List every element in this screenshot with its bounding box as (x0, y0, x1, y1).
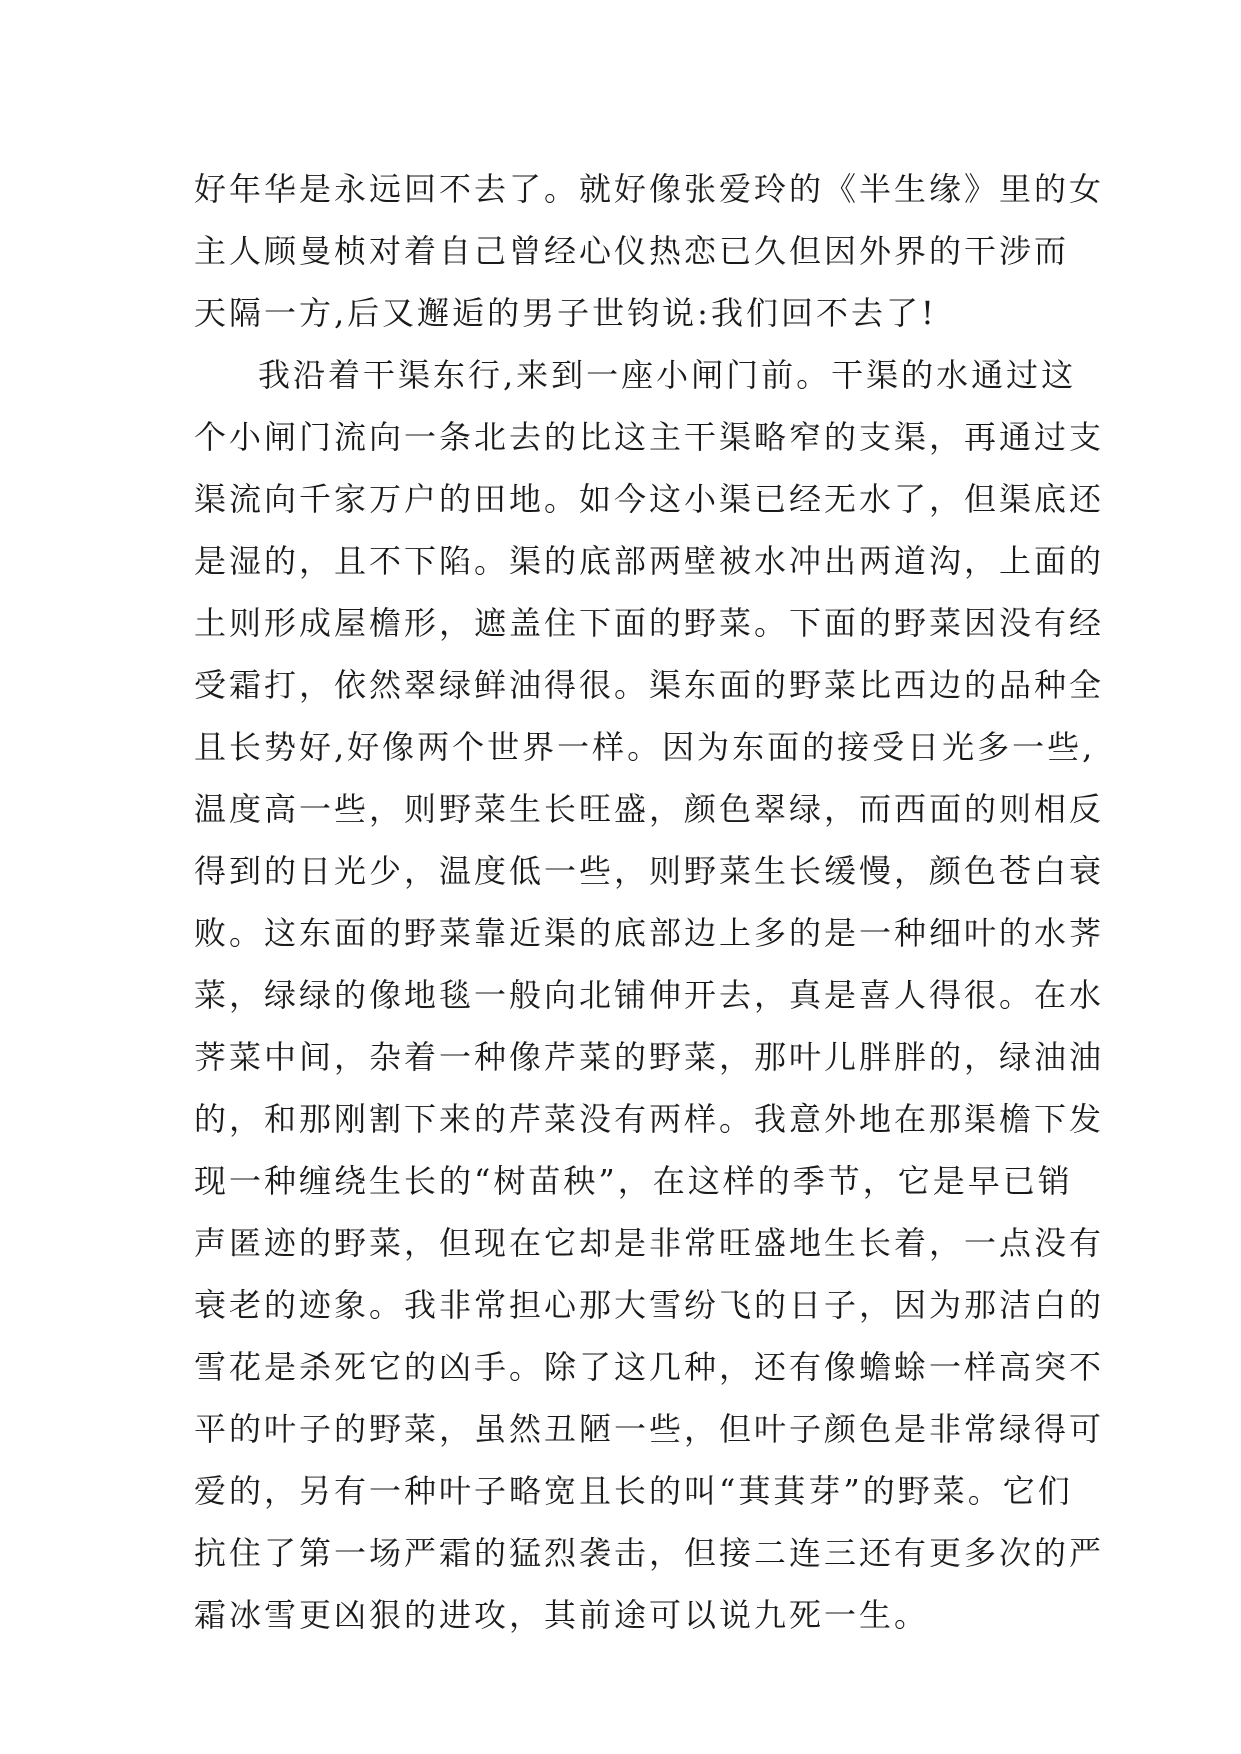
text-line: 且长势好,好像两个世界一样。因为东面的接受日光多一些, (194, 728, 1096, 766)
text-line: 声匿迹的野菜，但现在它却是非常旺盛地生长着，一点没有 (194, 1224, 1105, 1262)
text-line: 霜冰雪更凶狠的进攻，其前途可以说九死一生。 (194, 1596, 930, 1634)
text-line: 主人顾曼桢对着自己曾经心仪热恋已久但因外界的干涉而 (194, 232, 1070, 270)
text-line: 是湿的，且不下陷。渠的底部两壁被水冲出两道沟，上面的 (194, 542, 1105, 580)
body-text (194, 158, 1105, 1646)
text-line: 爱的，另有一种叶子略宽且长的叫“萁萁芽”的野菜。它们 (194, 1472, 1073, 1510)
text-line: 得到的日光少，温度低一些，则野菜生长缓慢，颜色苍白衰 (194, 852, 1105, 890)
text-line: 平的叶子的野菜，虽然丑陋一些，但叶子颜色是非常绿得可 (194, 1410, 1105, 1448)
text-line: 衰老的迹象。我非常担心那大雪纷飞的日子，因为那洁白的 (194, 1286, 1105, 1324)
text-line: 土则形成屋檐形，遮盖住下面的野菜。下面的野菜因没有经 (194, 604, 1105, 642)
text-line: 好年华是永远回不去了。就好像张爱玲的《半生缘》里的女 (194, 170, 1105, 208)
text-line: 受霜打，依然翠绿鲜油得很。渠东面的野菜比西边的品种全 (194, 666, 1105, 704)
text-line: 个小闸门流向一条北去的比这主干渠略窄的支渠，再通过支 (194, 418, 1105, 456)
paragraph-start-line: 我沿着干渠东行,来到一座小闸门前。干渠的水通过这 (258, 356, 1077, 394)
text-line: 天隔一方,后又邂逅的男子世钧说:我们回不去了! (194, 294, 937, 332)
text-line: 渠流向千家万户的田地。如今这小渠已经无水了，但渠底还 (194, 480, 1105, 518)
text-line: 的，和那刚割下来的芹菜没有两样。我意外地在那渠檐下发 (194, 1100, 1105, 1138)
text-line: 败。这东面的野菜靠近渠的底部边上多的是一种细叶的水荠 (194, 914, 1105, 952)
text-line: 菜，绿绿的像地毯一般向北铺伸开去，真是喜人得很。在水 (194, 976, 1105, 1014)
text-line: 雪花是杀死它的凶手。除了这几种，还有像蟾蜍一样高突不 (194, 1348, 1105, 1386)
text-line: 抗住了第一场严霜的猛烈袭击，但接二连三还有更多次的严 (194, 1534, 1105, 1572)
text-line: 现一种缠绕生长的“树苗秧”，在这样的季节，它是早已销 (194, 1162, 1073, 1200)
text-line: 荠菜中间，杂着一种像芹菜的野菜，那叶儿胖胖的，绿油油 (194, 1038, 1105, 1076)
text-line: 温度高一些，则野菜生长旺盛，颜色翠绿，而西面的则相反 (194, 790, 1105, 828)
